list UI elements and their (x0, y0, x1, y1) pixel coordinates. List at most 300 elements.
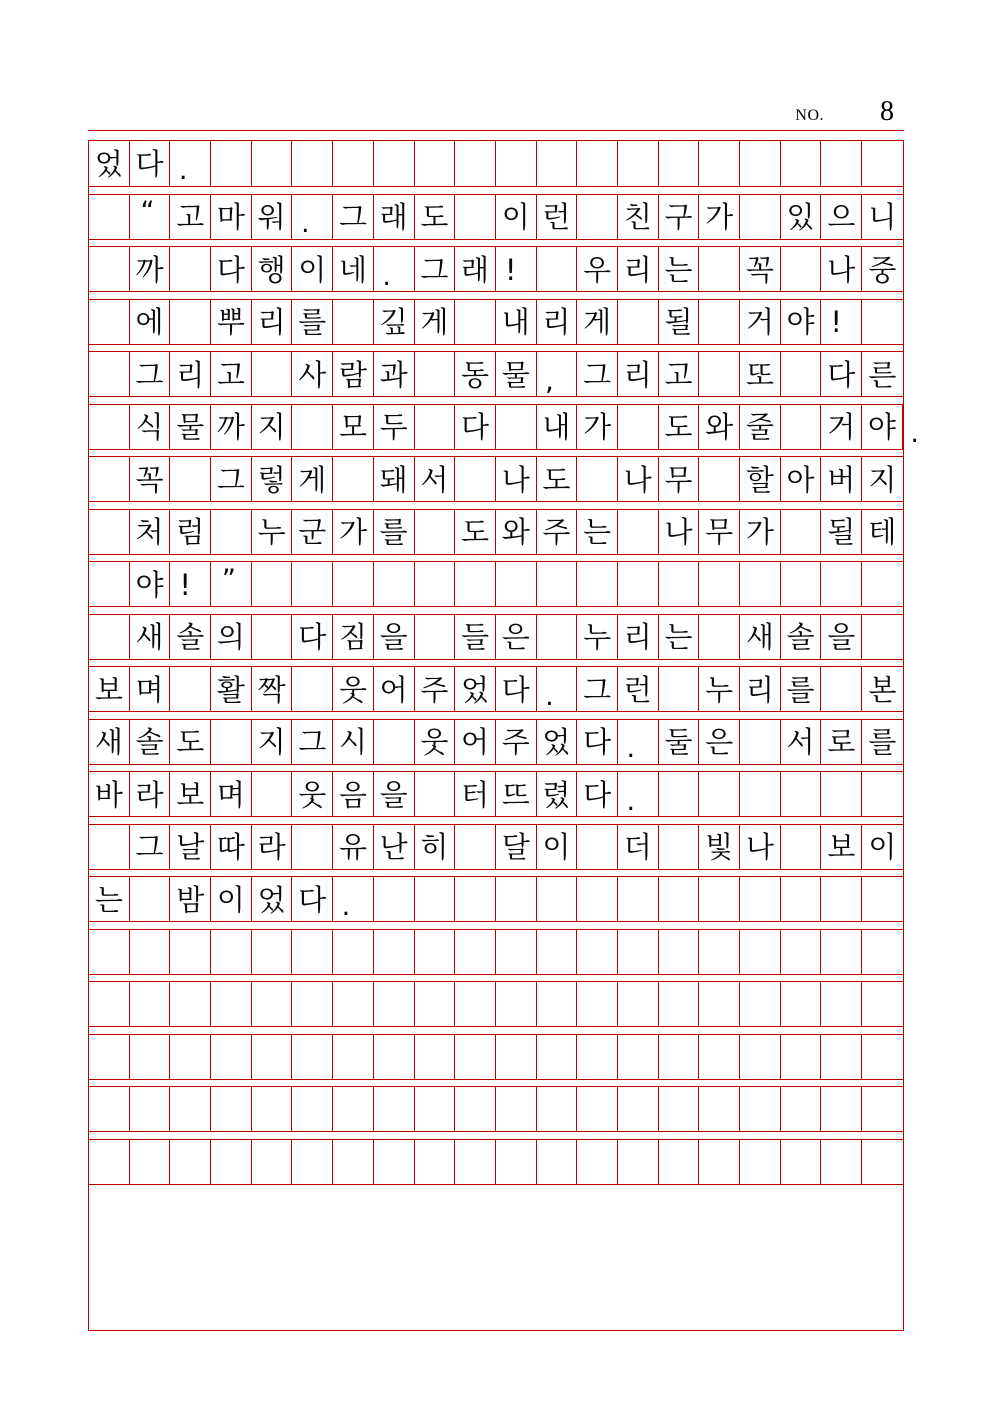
manuscript-cell[interactable] (740, 667, 781, 711)
manuscript-cell[interactable] (130, 982, 171, 1026)
manuscript-cell[interactable] (740, 562, 781, 606)
manuscript-cell[interactable] (740, 720, 781, 764)
manuscript-cell[interactable] (659, 1035, 700, 1079)
manuscript-cell[interactable] (374, 930, 415, 974)
manuscript-cell[interactable] (537, 930, 578, 974)
manuscript-cell[interactable] (781, 1087, 822, 1131)
manuscript-cell[interactable] (821, 1087, 862, 1131)
manuscript-cell[interactable] (577, 141, 618, 186)
manuscript-cell[interactable] (862, 247, 903, 291)
manuscript-cell[interactable] (89, 510, 130, 554)
manuscript-cell[interactable] (211, 247, 252, 291)
manuscript-cell[interactable] (537, 457, 578, 501)
manuscript-cell[interactable] (252, 825, 293, 869)
manuscript-cell[interactable] (211, 1035, 252, 1079)
manuscript-cell[interactable] (333, 247, 374, 291)
manuscript-cell[interactable] (781, 352, 822, 396)
manuscript-cell[interactable] (496, 1087, 537, 1131)
manuscript-cell[interactable] (252, 510, 293, 554)
manuscript-cell[interactable] (415, 247, 456, 291)
manuscript-cell[interactable] (374, 300, 415, 344)
manuscript-cell[interactable] (862, 562, 903, 606)
manuscript-cell[interactable] (415, 1035, 456, 1079)
manuscript-cell[interactable] (740, 510, 781, 554)
manuscript-cell[interactable] (89, 300, 130, 344)
manuscript-cell[interactable] (333, 615, 374, 659)
manuscript-cell[interactable] (170, 562, 211, 606)
manuscript-cell[interactable] (170, 457, 211, 501)
manuscript-cell[interactable] (211, 982, 252, 1026)
manuscript-cell[interactable] (659, 510, 700, 554)
manuscript-cell[interactable] (170, 195, 211, 239)
manuscript-cell[interactable] (821, 300, 862, 344)
manuscript-cell[interactable] (821, 615, 862, 659)
manuscript-cell[interactable] (659, 247, 700, 291)
manuscript-cell[interactable] (781, 772, 822, 816)
manuscript-cell[interactable] (333, 1087, 374, 1131)
manuscript-cell[interactable] (292, 1140, 333, 1184)
manuscript-cell[interactable] (821, 982, 862, 1026)
manuscript-cell[interactable] (415, 825, 456, 869)
manuscript-cell[interactable] (862, 772, 903, 816)
manuscript-cell[interactable] (374, 615, 415, 659)
manuscript-cell[interactable] (89, 1087, 130, 1131)
manuscript-cell[interactable] (374, 405, 415, 449)
manuscript-cell[interactable] (537, 1035, 578, 1079)
manuscript-cell[interactable] (862, 877, 903, 921)
manuscript-cell[interactable] (455, 615, 496, 659)
manuscript-cell[interactable] (496, 405, 537, 449)
manuscript-cell[interactable] (170, 877, 211, 921)
manuscript-cell[interactable] (537, 562, 578, 606)
manuscript-cell[interactable] (130, 195, 171, 239)
manuscript-cell[interactable] (292, 300, 333, 344)
manuscript-cell[interactable] (89, 562, 130, 606)
manuscript-cell[interactable] (130, 615, 171, 659)
manuscript-cell[interactable] (130, 352, 171, 396)
manuscript-cell[interactable] (415, 195, 456, 239)
manuscript-cell[interactable] (577, 352, 618, 396)
manuscript-cell[interactable] (89, 457, 130, 501)
manuscript-cell[interactable] (252, 247, 293, 291)
manuscript-cell[interactable] (699, 825, 740, 869)
manuscript-cell[interactable] (170, 1087, 211, 1131)
manuscript-cell[interactable] (455, 300, 496, 344)
manuscript-cell[interactable] (252, 1140, 293, 1184)
manuscript-cell[interactable] (862, 615, 903, 659)
manuscript-cell[interactable] (211, 457, 252, 501)
manuscript-cell[interactable] (537, 510, 578, 554)
manuscript-cell[interactable] (659, 405, 700, 449)
manuscript-cell[interactable] (333, 982, 374, 1026)
manuscript-cell[interactable] (740, 1087, 781, 1131)
manuscript-cell[interactable] (455, 510, 496, 554)
manuscript-cell[interactable] (292, 141, 333, 186)
manuscript-cell[interactable] (415, 877, 456, 921)
manuscript-cell[interactable] (781, 615, 822, 659)
manuscript-cell[interactable] (415, 352, 456, 396)
manuscript-cell[interactable] (537, 247, 578, 291)
manuscript-cell[interactable] (130, 1087, 171, 1131)
manuscript-cell[interactable] (577, 457, 618, 501)
manuscript-cell[interactable] (821, 405, 862, 449)
manuscript-cell[interactable] (130, 457, 171, 501)
manuscript-cell[interactable] (699, 1087, 740, 1131)
manuscript-cell[interactable] (130, 247, 171, 291)
manuscript-cell[interactable] (211, 300, 252, 344)
manuscript-cell[interactable] (333, 877, 374, 921)
manuscript-cell[interactable] (577, 615, 618, 659)
manuscript-cell[interactable] (618, 405, 659, 449)
manuscript-cell[interactable] (740, 930, 781, 974)
manuscript-cell[interactable] (170, 982, 211, 1026)
manuscript-cell[interactable] (699, 930, 740, 974)
manuscript-cell[interactable] (130, 720, 171, 764)
manuscript-cell[interactable] (496, 615, 537, 659)
manuscript-cell[interactable] (211, 667, 252, 711)
manuscript-cell[interactable] (455, 825, 496, 869)
manuscript-cell[interactable] (862, 720, 903, 764)
manuscript-cell[interactable] (781, 405, 822, 449)
manuscript-cell[interactable] (659, 772, 700, 816)
manuscript-cell[interactable] (577, 405, 618, 449)
manuscript-cell[interactable] (415, 141, 456, 186)
manuscript-cell[interactable] (415, 562, 456, 606)
manuscript-cell[interactable] (89, 141, 130, 186)
manuscript-cell[interactable] (699, 352, 740, 396)
manuscript-cell[interactable] (659, 720, 700, 764)
manuscript-cell[interactable] (89, 825, 130, 869)
manuscript-cell[interactable] (577, 877, 618, 921)
manuscript-cell[interactable] (415, 982, 456, 1026)
manuscript-cell[interactable] (821, 772, 862, 816)
manuscript-cell[interactable] (537, 352, 578, 396)
manuscript-cell[interactable] (333, 930, 374, 974)
manuscript-cell[interactable] (659, 930, 700, 974)
manuscript-cell[interactable] (130, 667, 171, 711)
manuscript-cell[interactable] (374, 1140, 415, 1184)
manuscript-cell[interactable] (699, 247, 740, 291)
manuscript-cell[interactable] (537, 405, 578, 449)
manuscript-cell[interactable] (862, 982, 903, 1026)
manuscript-cell[interactable] (659, 1140, 700, 1184)
manuscript-cell[interactable] (862, 1087, 903, 1131)
manuscript-cell[interactable] (577, 930, 618, 974)
manuscript-cell[interactable] (781, 247, 822, 291)
manuscript-cell[interactable] (781, 510, 822, 554)
manuscript-cell[interactable] (455, 141, 496, 186)
manuscript-cell[interactable] (862, 141, 903, 186)
manuscript-cell[interactable] (211, 615, 252, 659)
manuscript-cell[interactable] (252, 300, 293, 344)
manuscript-cell[interactable] (862, 510, 903, 554)
manuscript-cell[interactable] (415, 615, 456, 659)
manuscript-cell[interactable] (821, 825, 862, 869)
manuscript-cell[interactable] (821, 930, 862, 974)
manuscript-cell[interactable] (781, 667, 822, 711)
manuscript-cell[interactable] (170, 825, 211, 869)
manuscript-cell[interactable] (659, 877, 700, 921)
manuscript-cell[interactable] (89, 720, 130, 764)
manuscript-cell[interactable] (252, 405, 293, 449)
manuscript-cell[interactable] (699, 405, 740, 449)
manuscript-cell[interactable] (699, 772, 740, 816)
manuscript-cell[interactable] (740, 982, 781, 1026)
manuscript-cell[interactable] (862, 1035, 903, 1079)
manuscript-cell[interactable] (170, 405, 211, 449)
manuscript-cell[interactable] (170, 352, 211, 396)
manuscript-cell[interactable] (333, 352, 374, 396)
manuscript-cell[interactable] (130, 930, 171, 974)
manuscript-cell[interactable] (374, 1035, 415, 1079)
manuscript-cell[interactable] (659, 141, 700, 186)
manuscript-cell[interactable] (89, 352, 130, 396)
manuscript-cell[interactable] (415, 930, 456, 974)
manuscript-cell[interactable] (211, 930, 252, 974)
manuscript-cell[interactable] (455, 1035, 496, 1079)
manuscript-cell[interactable] (415, 510, 456, 554)
manuscript-cell[interactable] (577, 667, 618, 711)
manuscript-cell[interactable] (537, 1140, 578, 1184)
manuscript-cell[interactable] (537, 300, 578, 344)
manuscript-cell[interactable] (333, 510, 374, 554)
manuscript-cell[interactable] (496, 457, 537, 501)
manuscript-cell[interactable] (821, 1035, 862, 1079)
manuscript-cell[interactable] (292, 352, 333, 396)
manuscript-cell[interactable] (862, 457, 903, 501)
manuscript-cell[interactable] (618, 195, 659, 239)
manuscript-cell[interactable] (415, 457, 456, 501)
manuscript-cell[interactable] (333, 405, 374, 449)
manuscript-cell[interactable] (455, 457, 496, 501)
manuscript-cell[interactable] (618, 562, 659, 606)
manuscript-cell[interactable] (781, 1035, 822, 1079)
manuscript-cell[interactable] (496, 352, 537, 396)
manuscript-cell[interactable] (577, 247, 618, 291)
manuscript-cell[interactable] (89, 195, 130, 239)
manuscript-cell[interactable] (699, 510, 740, 554)
manuscript-cell[interactable] (821, 247, 862, 291)
manuscript-cell[interactable] (374, 982, 415, 1026)
manuscript-cell[interactable] (781, 720, 822, 764)
manuscript-cell[interactable] (862, 825, 903, 869)
manuscript-cell[interactable] (252, 1035, 293, 1079)
manuscript-cell[interactable] (211, 720, 252, 764)
manuscript-cell[interactable] (292, 1035, 333, 1079)
manuscript-cell[interactable] (374, 510, 415, 554)
manuscript-cell[interactable] (89, 1140, 130, 1184)
manuscript-cell[interactable] (699, 720, 740, 764)
manuscript-cell[interactable] (130, 510, 171, 554)
manuscript-cell[interactable] (170, 1140, 211, 1184)
manuscript-cell[interactable] (496, 982, 537, 1026)
manuscript-cell[interactable] (130, 141, 171, 186)
manuscript-cell[interactable] (740, 141, 781, 186)
manuscript-cell[interactable] (130, 1035, 171, 1079)
manuscript-cell[interactable] (292, 562, 333, 606)
manuscript-cell[interactable] (455, 720, 496, 764)
manuscript-cell[interactable] (781, 930, 822, 974)
manuscript-cell[interactable] (415, 667, 456, 711)
manuscript-cell[interactable] (170, 141, 211, 186)
manuscript-cell[interactable] (699, 615, 740, 659)
manuscript-cell[interactable] (374, 1087, 415, 1131)
manuscript-cell[interactable] (333, 195, 374, 239)
manuscript-cell[interactable] (781, 457, 822, 501)
manuscript-cell[interactable] (374, 352, 415, 396)
manuscript-cell[interactable] (496, 1035, 537, 1079)
manuscript-cell[interactable] (455, 405, 496, 449)
manuscript-cell[interactable] (415, 772, 456, 816)
manuscript-cell[interactable] (537, 1087, 578, 1131)
manuscript-cell[interactable] (333, 1140, 374, 1184)
manuscript-cell[interactable] (374, 195, 415, 239)
manuscript-cell[interactable] (740, 877, 781, 921)
manuscript-cell[interactable] (374, 667, 415, 711)
manuscript-cell[interactable] (862, 352, 903, 396)
manuscript-cell[interactable] (374, 720, 415, 764)
manuscript-cell[interactable] (659, 195, 700, 239)
manuscript-cell[interactable] (821, 1140, 862, 1184)
manuscript-cell[interactable] (618, 720, 659, 764)
manuscript-cell[interactable] (577, 772, 618, 816)
manuscript-cell[interactable] (781, 825, 822, 869)
manuscript-cell[interactable] (577, 825, 618, 869)
manuscript-cell[interactable] (821, 877, 862, 921)
manuscript-cell[interactable] (659, 982, 700, 1026)
manuscript-cell[interactable] (821, 141, 862, 186)
manuscript-cell[interactable] (821, 562, 862, 606)
manuscript-cell[interactable] (496, 300, 537, 344)
manuscript-cell[interactable] (618, 1140, 659, 1184)
manuscript-cell[interactable] (292, 772, 333, 816)
manuscript-cell[interactable] (740, 195, 781, 239)
manuscript-cell[interactable] (740, 1140, 781, 1184)
manuscript-cell[interactable] (821, 720, 862, 764)
manuscript-cell[interactable] (618, 457, 659, 501)
manuscript-cell[interactable] (496, 930, 537, 974)
manuscript-cell[interactable] (537, 877, 578, 921)
manuscript-cell[interactable] (252, 141, 293, 186)
manuscript-cell[interactable] (455, 562, 496, 606)
manuscript-cell[interactable] (211, 352, 252, 396)
manuscript-cell[interactable] (333, 825, 374, 869)
manuscript-cell[interactable] (252, 562, 293, 606)
manuscript-cell[interactable] (740, 247, 781, 291)
manuscript-cell[interactable] (862, 195, 903, 239)
manuscript-cell[interactable] (292, 1087, 333, 1131)
manuscript-cell[interactable] (577, 982, 618, 1026)
manuscript-cell[interactable] (740, 457, 781, 501)
manuscript-cell[interactable] (130, 825, 171, 869)
manuscript-cell[interactable] (862, 405, 903, 449)
manuscript-cell[interactable] (618, 615, 659, 659)
manuscript-cell[interactable] (292, 930, 333, 974)
manuscript-cell[interactable] (496, 667, 537, 711)
manuscript-cell[interactable] (577, 510, 618, 554)
manuscript-cell[interactable] (455, 877, 496, 921)
manuscript-cell[interactable] (374, 247, 415, 291)
manuscript-cell[interactable] (618, 1035, 659, 1079)
manuscript-cell[interactable] (537, 982, 578, 1026)
manuscript-cell[interactable] (130, 300, 171, 344)
manuscript-cell[interactable] (537, 195, 578, 239)
manuscript-cell[interactable] (496, 772, 537, 816)
manuscript-cell[interactable] (415, 720, 456, 764)
manuscript-cell[interactable] (170, 615, 211, 659)
manuscript-cell[interactable] (170, 300, 211, 344)
manuscript-cell[interactable] (618, 930, 659, 974)
manuscript-cell[interactable] (659, 1087, 700, 1131)
manuscript-cell[interactable] (211, 772, 252, 816)
manuscript-cell[interactable] (699, 141, 740, 186)
manuscript-cell[interactable] (821, 195, 862, 239)
manuscript-cell[interactable] (496, 877, 537, 921)
manuscript-cell[interactable] (577, 1087, 618, 1131)
manuscript-cell[interactable] (333, 457, 374, 501)
manuscript-cell[interactable] (781, 877, 822, 921)
manuscript-cell[interactable] (130, 772, 171, 816)
manuscript-cell[interactable] (821, 352, 862, 396)
manuscript-cell[interactable] (455, 930, 496, 974)
manuscript-cell[interactable] (374, 562, 415, 606)
manuscript-cell[interactable] (618, 141, 659, 186)
manuscript-cell[interactable] (537, 141, 578, 186)
manuscript-cell[interactable] (496, 1140, 537, 1184)
manuscript-cell[interactable] (618, 825, 659, 869)
manuscript-cell[interactable] (211, 141, 252, 186)
manuscript-cell[interactable] (781, 562, 822, 606)
manuscript-cell[interactable] (659, 825, 700, 869)
manuscript-cell[interactable] (252, 195, 293, 239)
manuscript-cell[interactable] (537, 772, 578, 816)
manuscript-cell[interactable] (455, 1087, 496, 1131)
manuscript-cell[interactable] (333, 300, 374, 344)
manuscript-cell[interactable] (699, 195, 740, 239)
manuscript-cell[interactable] (537, 825, 578, 869)
manuscript-cell[interactable] (130, 877, 171, 921)
manuscript-cell[interactable] (740, 352, 781, 396)
manuscript-cell[interactable] (333, 1035, 374, 1079)
manuscript-cell[interactable] (252, 982, 293, 1026)
manuscript-cell[interactable] (211, 562, 252, 606)
manuscript-cell[interactable] (170, 930, 211, 974)
manuscript-cell[interactable] (740, 405, 781, 449)
manuscript-cell[interactable] (292, 615, 333, 659)
manuscript-cell[interactable] (577, 1035, 618, 1079)
manuscript-cell[interactable] (89, 667, 130, 711)
manuscript-cell[interactable] (577, 720, 618, 764)
manuscript-cell[interactable] (252, 667, 293, 711)
manuscript-cell[interactable] (455, 772, 496, 816)
manuscript-cell[interactable] (455, 1140, 496, 1184)
manuscript-cell[interactable] (699, 1140, 740, 1184)
manuscript-cell[interactable] (496, 720, 537, 764)
manuscript-cell[interactable] (292, 195, 333, 239)
manuscript-cell[interactable] (333, 562, 374, 606)
manuscript-cell[interactable] (537, 615, 578, 659)
manuscript-cell[interactable] (740, 300, 781, 344)
manuscript-cell[interactable] (211, 1087, 252, 1131)
manuscript-cell[interactable] (699, 982, 740, 1026)
manuscript-cell[interactable] (374, 825, 415, 869)
manuscript-cell[interactable] (89, 247, 130, 291)
manuscript-cell[interactable] (89, 405, 130, 449)
manuscript-cell[interactable] (537, 667, 578, 711)
manuscript-cell[interactable] (659, 457, 700, 501)
manuscript-cell[interactable] (618, 1087, 659, 1131)
manuscript-cell[interactable] (292, 405, 333, 449)
